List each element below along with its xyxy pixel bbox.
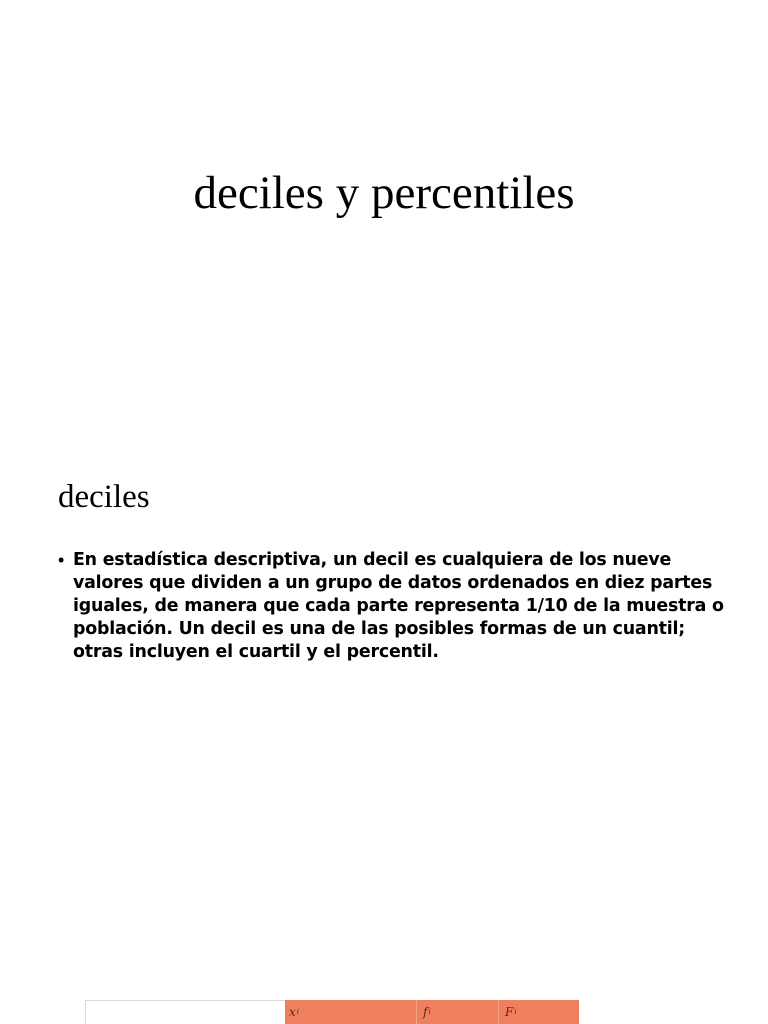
bullet-item: [58, 549, 724, 664]
header-sub: i: [428, 1008, 431, 1016]
table-header-blank: [85, 1000, 285, 1024]
header-sub: i: [514, 1008, 517, 1016]
bullet-text: [73, 549, 724, 664]
bullet-line: otras incluyen el cuartil y el percentil.: [73, 642, 439, 662]
table-header-fi: [416, 1000, 498, 1024]
slide-title: deciles y percentiles: [193, 167, 575, 219]
section-heading: deciles: [58, 479, 150, 515]
header-sub: i: [296, 1008, 300, 1016]
header-base: x: [289, 1005, 296, 1019]
frequency-table: [85, 1000, 579, 1024]
bullet-icon: •: [58, 550, 65, 570]
bullet-line: iguales, de manera que cada parte representa 1/10 de la muestra o: [73, 596, 724, 616]
header-base: F: [505, 1005, 514, 1019]
header-base: f: [423, 1005, 428, 1019]
table-header-xi: [285, 1000, 416, 1024]
table-header-Fi: [498, 1000, 579, 1024]
bullet-line: población. Un decil es una de las posibles formas de un cuantil;: [73, 619, 686, 639]
bullet-line: valores que dividen a un grupo de datos ordenados en diez partes: [73, 573, 713, 593]
bullet-line: En estadística descriptiva, un decil es cualquiera de los nueve: [73, 550, 672, 570]
